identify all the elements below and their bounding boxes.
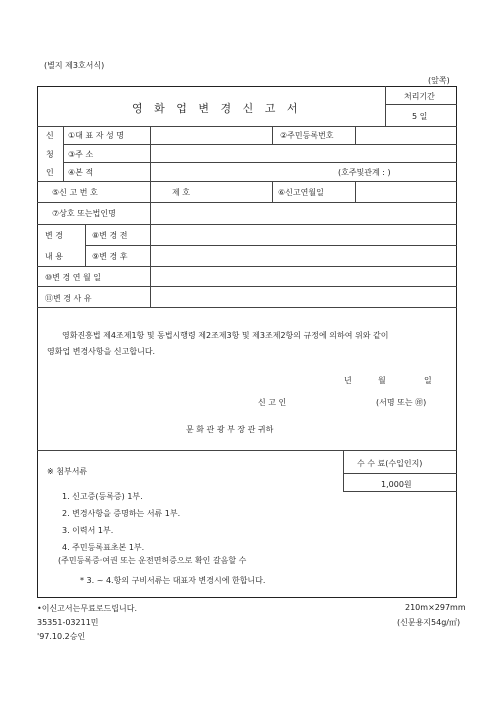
row-divider [37,450,457,451]
processing-period-label: 처리기간 [404,92,435,101]
column-divider [272,181,273,202]
registered-domicile-field[interactable] [154,163,334,179]
addressee: 문 화 관 광 부 장 관 귀하 [186,425,274,434]
date-year: 년 [344,376,352,385]
free-distribution-note: •이신고서는무료로드립니다. [37,604,137,613]
column-divider [343,450,344,491]
change-after-label: ⑨변 경 후 [92,252,128,261]
row-divider [37,181,457,182]
change-content-label: 변 경 [45,231,63,240]
report-number-label: ⑤신 고 번 호 [52,188,98,197]
row-divider [37,307,457,308]
row-divider [343,473,457,474]
change-reason-field[interactable] [154,288,454,305]
change-before-label: ⑧변 경 전 [92,231,128,240]
attachment-note: (주민등록증·여권 또는 운전면허증으로 확인 갈음할 수 [58,556,247,565]
applicant-group-label: 청 [46,150,54,159]
applicant-group-label: 인 [46,168,54,177]
resident-no-field[interactable] [358,127,454,143]
page-side-label: (앞쪽) [428,76,450,85]
report-date-label: ⑥신고연월일 [278,188,324,197]
approval-date: '97.10.2승인 [37,632,86,641]
business-name-field[interactable] [154,204,454,222]
representative-name-field[interactable] [154,127,270,143]
date-month: 월 [378,376,386,385]
row-divider [37,266,457,267]
applicant-group-label: 신 [46,131,54,140]
registered-domicile-label: ④본 적 [68,168,94,177]
column-divider [63,126,64,181]
statement-text: 영화업 변경사항을 신고합니다. [47,347,156,356]
attachment-footnote: * 3. ~ 4.항의 구비서류는 대표자 변경시에 한합니다. [80,576,266,585]
change-content-label: 내 용 [45,252,63,261]
paper-size: 210m×297mm [405,603,466,612]
household-relation: (호주및관계 : ) [338,168,391,177]
row-divider [343,491,457,492]
signature-label: (서명 또는 ㊞) [376,398,427,407]
column-divider [272,126,273,144]
date-day: 일 [424,376,432,385]
column-divider [85,224,86,266]
row-divider [85,245,457,246]
attachment-item: 3. 이력서 1부. [62,526,114,535]
change-reason-label: ⑪변 경 사 유 [45,294,92,303]
fee-label: 수 수 료(수입인지) [357,459,423,468]
report-number-value: 제 호 [172,188,190,197]
report-date-field[interactable] [358,183,454,200]
change-after-field[interactable] [154,247,454,264]
fee-value: 1,000원 [381,480,412,489]
address-label: ③주 소 [68,150,94,159]
change-before-field[interactable] [154,226,454,243]
paper-type: (신문용지54g/㎡) [397,618,461,627]
processing-period-value: 5 일 [412,112,428,121]
change-date-field[interactable] [154,268,454,284]
resident-no-label: ②주민등록번호 [280,131,334,140]
form-code: 35351-03211민 [37,618,99,627]
column-divider [385,86,386,126]
form-number: (별지 제3호서식) [44,61,105,70]
attachment-item: 2. 변경사항을 증명하는 서류 1부. [62,509,181,518]
change-date-label: ⑩변 경 연 월 일 [45,273,101,282]
business-name-label: ⑦상호 또는법인명 [52,209,116,218]
attachments-title: ※ 첨부서류 [47,467,88,476]
reporter-label: 신 고 인 [258,398,287,407]
address-field[interactable] [154,145,454,161]
row-divider [37,202,457,203]
column-divider [355,126,356,144]
attachment-item: 4. 주민등록표초본 1부. [62,543,145,552]
row-divider [385,104,457,105]
row-divider [37,286,457,287]
column-divider [355,181,356,202]
attachment-item: 1. 신고증(등록증) 1부. [62,492,143,501]
row-divider [37,224,457,225]
representative-name-label: ①대 표 자 성 명 [68,131,124,140]
form-title: 영 화 업 변 경 신 고 서 [132,102,302,115]
column-divider [150,126,151,307]
statement-text: 영화진흥법 제4조제1항 및 동법시행령 제2조제3항 및 제3조제2항의 규정에 의하여 위와 같이 [62,331,389,340]
